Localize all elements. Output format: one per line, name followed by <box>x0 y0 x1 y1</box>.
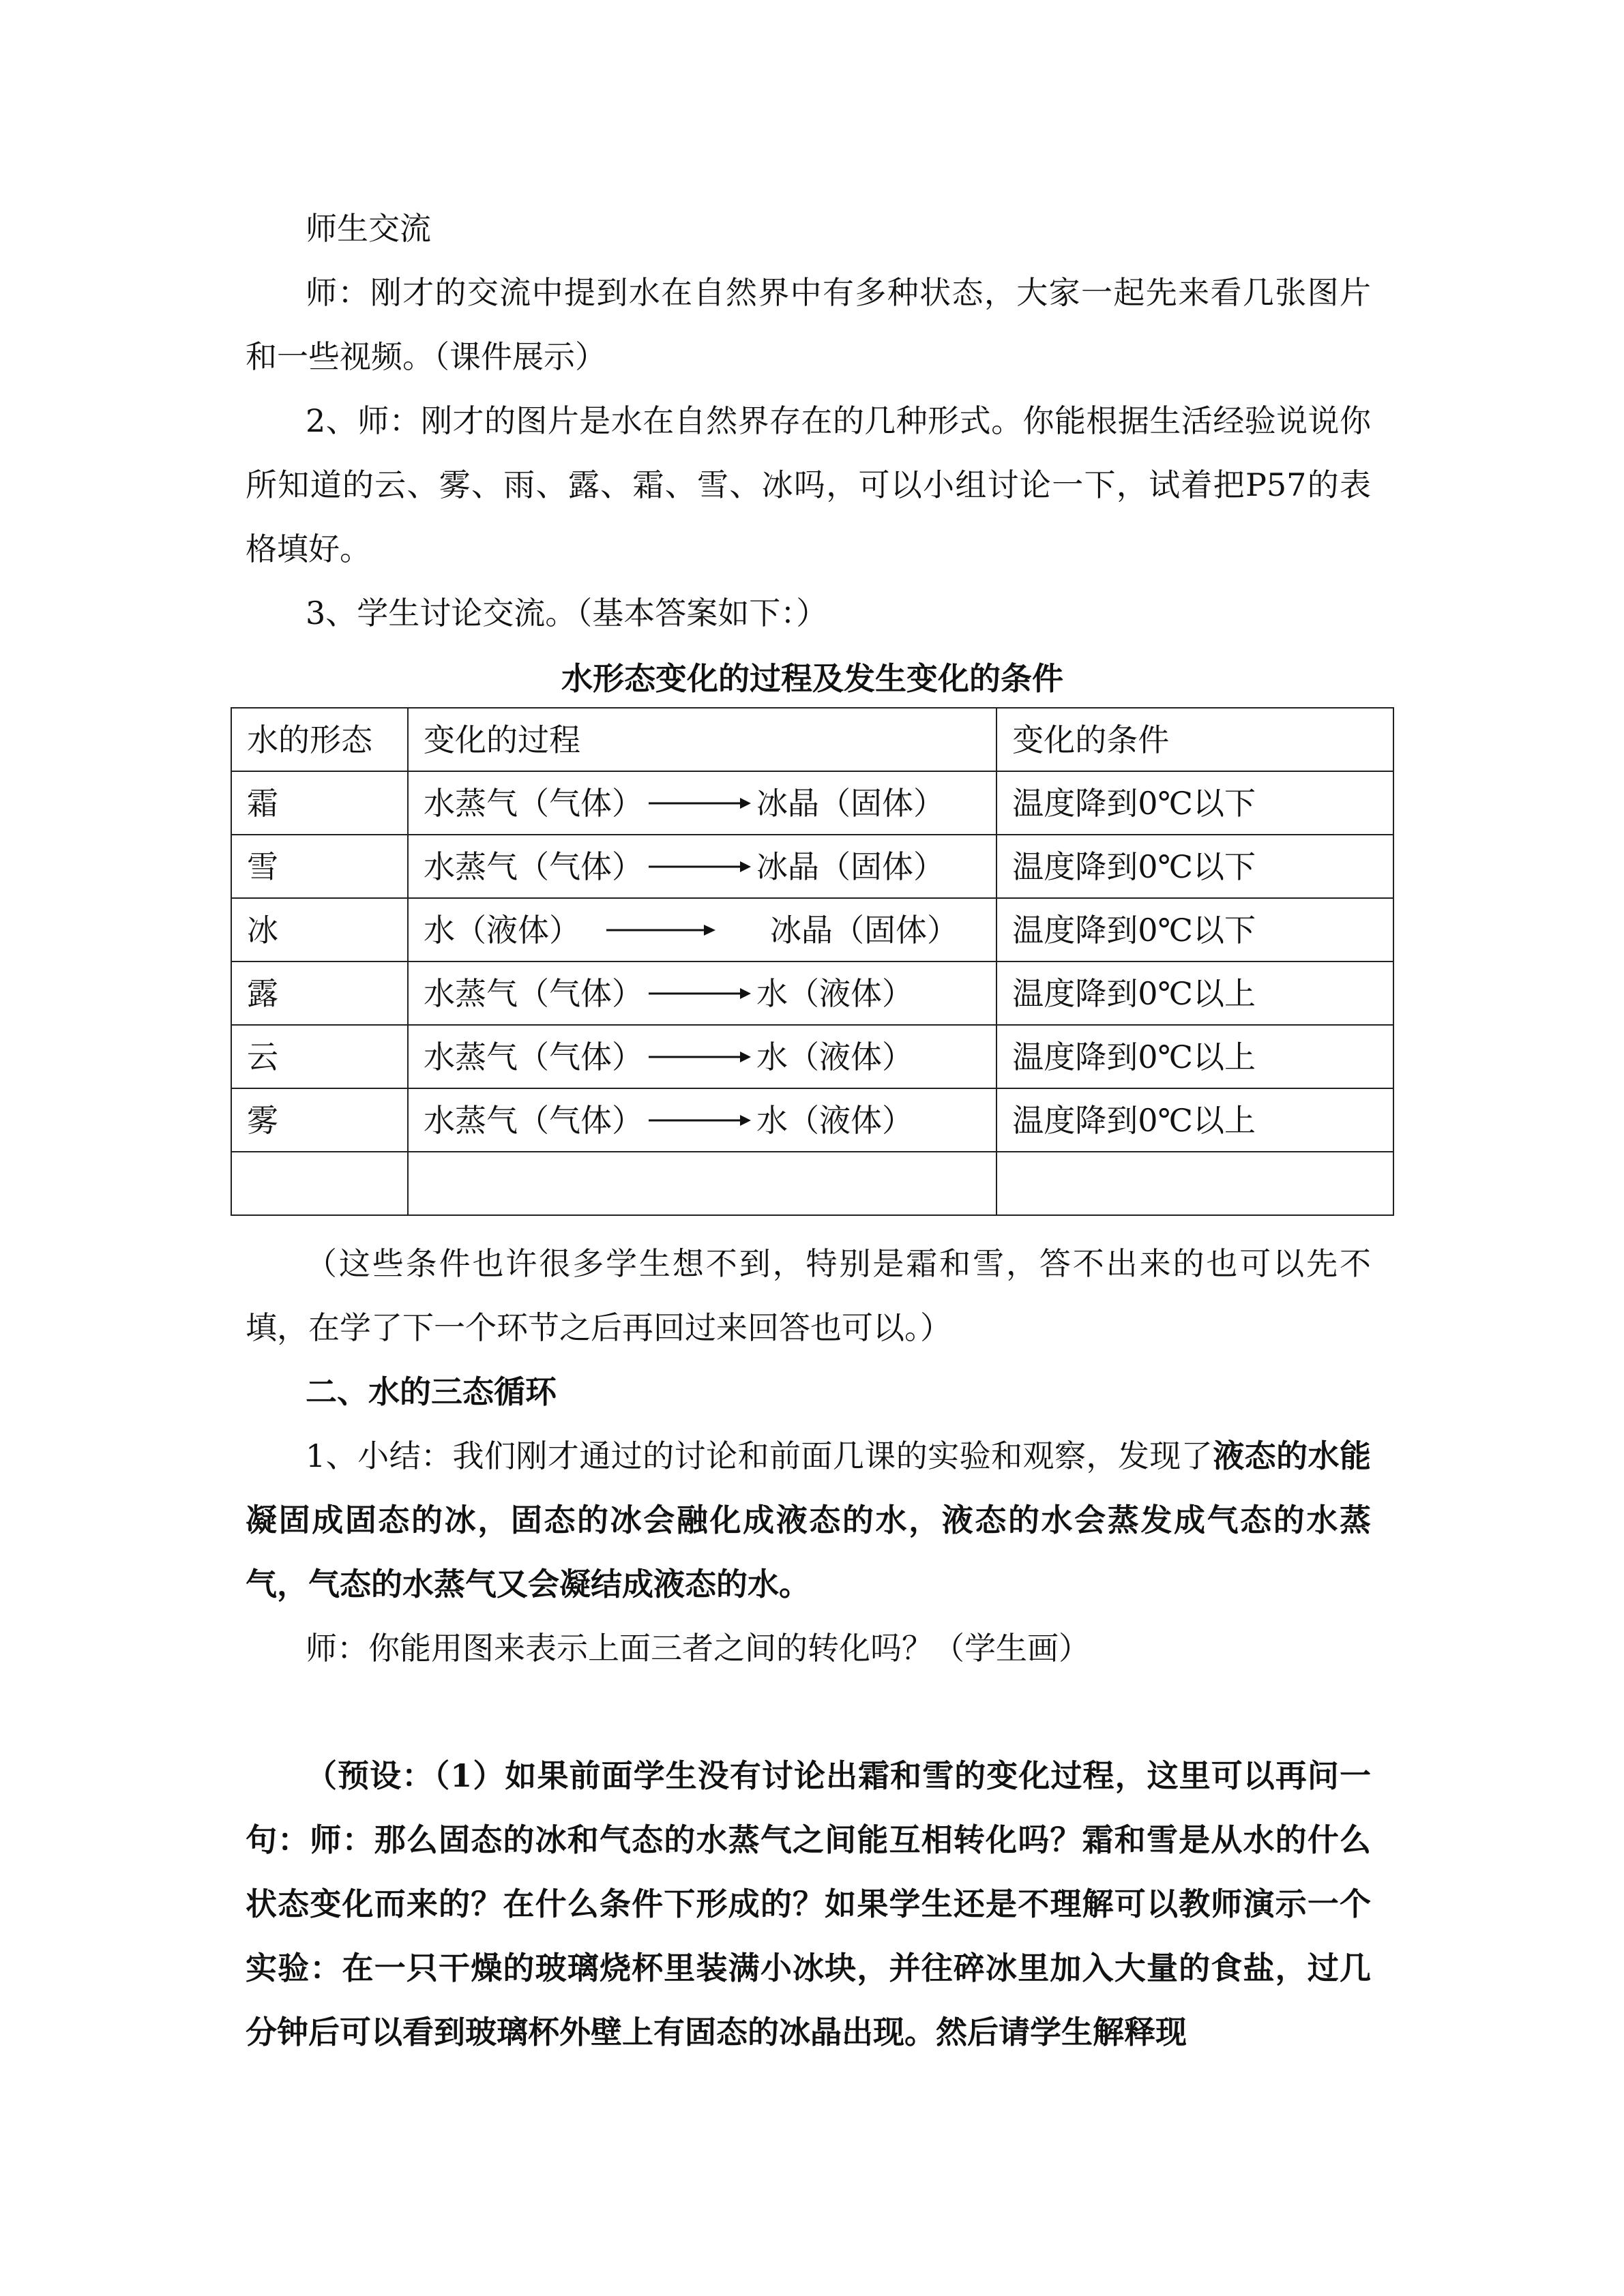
cell-form: 霜 <box>231 771 408 835</box>
cell-empty <box>231 1152 408 1215</box>
table-caption: 水形态变化的过程及发生变化的条件 <box>561 660 1063 697</box>
table-row <box>231 1025 1393 1088</box>
summary-bold: 液态的水能凝固成固态的冰，固态的冰会融化成液态的水，液态的水会蒸发成气态的水蒸气，气态的水蒸气又会凝结成液态的水。 <box>246 1437 1371 1602</box>
process-to: 冰晶（固体） <box>756 784 945 822</box>
paragraph-teacher-question: 师：你能用图来表示上面三者之间的转化吗？（学生画） <box>306 1630 1090 1667</box>
paragraph-teacher-student-exchange: 师生交流 <box>306 210 431 247</box>
process-from: 水蒸气（气体） <box>423 1038 643 1075</box>
table-row <box>231 1088 1393 1152</box>
cell-empty <box>996 1152 1393 1215</box>
cell-condition: 温度降到0℃以上 <box>996 1088 1393 1152</box>
cell-form: 雾 <box>231 1088 408 1152</box>
summary-lead: 1、小结：我们刚才通过的讨论和前面几课的实验和观察，发现了 <box>306 1437 1213 1474</box>
table-header-row <box>231 708 1393 771</box>
table-row <box>231 898 1393 961</box>
arrow-right-icon <box>606 922 715 938</box>
cell-condition: 温度降到0℃以下 <box>996 771 1393 835</box>
cell-process <box>408 1025 996 1088</box>
process-from: 水（液体） <box>423 911 580 949</box>
cell-process <box>408 898 996 961</box>
header-condition: 变化的条件 <box>996 708 1393 771</box>
cell-form: 雪 <box>231 835 408 898</box>
process-from: 水蒸气（气体） <box>423 784 643 822</box>
cell-empty <box>408 1152 996 1215</box>
process-to: 水（液体） <box>756 1101 913 1139</box>
arrow-right-icon <box>649 795 751 811</box>
cell-process <box>408 1088 996 1152</box>
process-to: 冰晶（固体） <box>756 848 945 885</box>
cell-process <box>408 771 996 835</box>
header-process: 变化的过程 <box>408 708 996 771</box>
header-form: 水的形态 <box>231 708 408 771</box>
water-forms-table <box>231 707 1394 1216</box>
process-to: 水（液体） <box>756 1038 913 1075</box>
arrow-right-icon <box>649 859 751 875</box>
paragraph-note: （这些条件也许很多学生想不到，特别是霜和雪，答不出来的也可以先不填，在学了下一个环节之后再回过来回答也可以。） <box>246 1245 1371 1346</box>
table-row <box>231 771 1393 835</box>
paragraph-preset: （预设：（1）如果前面学生没有讨论出霜和雪的变化过程，这里可以再问一句：师：那么固态的冰和气态的水蒸气之间能互相转化吗？霜和雪是从水的什么状态变化而来的？在什么条件下形成的？如果学生还是不理解可以教师演示一个实验：在一只干燥的玻璃烧杯里装满小冰块，并往碎冰里加入大量的食盐，过几分钟后可以看到玻璃杯外壁上有固态的冰晶出现。然后请学生解释现 <box>246 1757 1371 2051</box>
cell-process <box>408 835 996 898</box>
process-to: 冰晶（固体） <box>769 911 958 949</box>
cell-process <box>408 961 996 1025</box>
cell-condition: 温度降到0℃以下 <box>996 835 1393 898</box>
process-to: 水（液体） <box>756 974 913 1012</box>
cell-form: 露 <box>231 961 408 1025</box>
cell-condition: 温度降到0℃以上 <box>996 1025 1393 1088</box>
arrow-right-icon <box>649 1112 751 1129</box>
process-from: 水蒸气（气体） <box>423 1101 643 1139</box>
cell-condition: 温度降到0℃以上 <box>996 961 1393 1025</box>
cell-form: 冰 <box>231 898 408 961</box>
table-row <box>231 835 1393 898</box>
paragraph-step-3: 3、学生讨论交流。（基本答案如下：） <box>306 595 828 631</box>
table-row-empty <box>231 1152 1393 1215</box>
paragraph-teacher-intro: 师：刚才的交流中提到水在自然界中有多种状态，大家一起先来看几张图片和一些视频。（课件展示） <box>246 274 1371 375</box>
arrow-right-icon <box>649 1049 751 1065</box>
arrow-right-icon <box>649 985 751 1002</box>
paragraph-summary <box>246 1424 1371 1616</box>
section-heading: 二、水的三态循环 <box>306 1373 557 1410</box>
paragraph-step-2: 2、师：刚才的图片是水在自然界存在的几种形式。你能根据生活经验说说你所知道的云、雾、雨、露、霜、雪、冰吗，可以小组讨论一下，试着把P57的表格填好。 <box>246 402 1371 567</box>
cell-form: 云 <box>231 1025 408 1088</box>
process-from: 水蒸气（气体） <box>423 848 643 885</box>
process-from: 水蒸气（气体） <box>423 974 643 1012</box>
cell-condition: 温度降到0℃以下 <box>996 898 1393 961</box>
table-row <box>231 961 1393 1025</box>
